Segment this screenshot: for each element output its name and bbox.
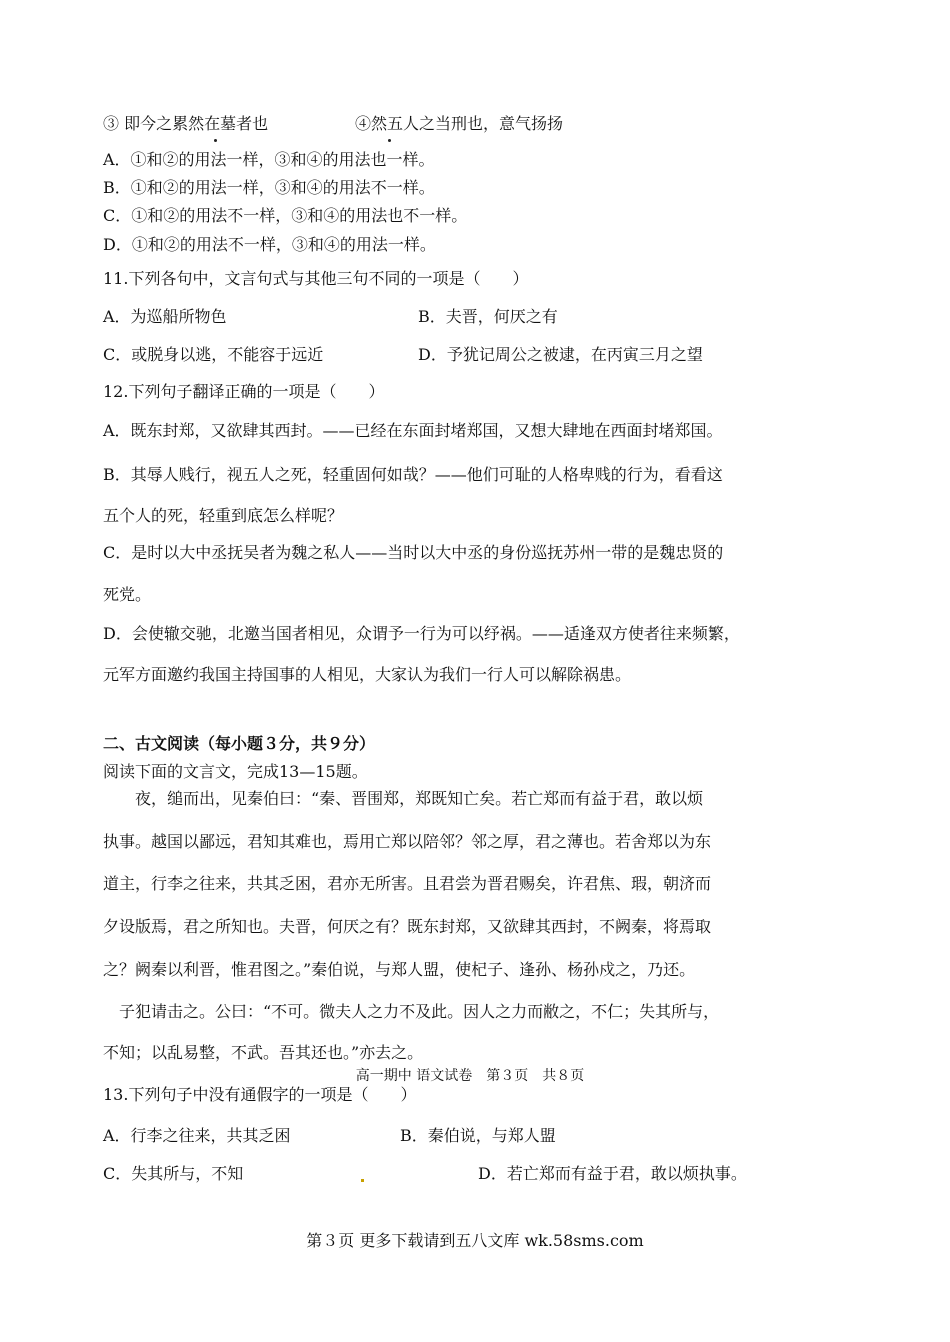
page-number-footer: 高一期中 语文试卷 第３页 共８页 [355,1068,585,1084]
q10-option-d: D．①和②的用法不一样，③和④的用法一样。 [103,235,436,254]
q13-option-b: B．秦伯说，与郑人盟 [400,1126,556,1145]
download-footer: 第３页 更多下载请到五八文库 wk.58sms.com [306,1231,644,1250]
q10-option-c: C．①和②的用法不一样，③和④的用法也不一样。 [103,206,468,225]
q10-option-b: B．①和②的用法一样，③和④的用法不一样。 [103,178,435,197]
section-heading: 二、古文阅读（每小题３分，共９分） [103,734,376,753]
q13-stem: 13.下列句子中没有通假字的一项是（ ） [103,1085,417,1104]
passage-line: 之？阙秦以利晋，惟君图之。”秦伯说，与郑人盟，使杞子、逢孙、杨孙戍之，乃还。 [103,960,696,979]
q10-item3: ③ 即今之累然在墓者也 [103,114,269,133]
q12-option-c-line2: 死党。 [103,585,152,604]
section-instruction: 阅读下面的文言文，完成13—15题。 [103,762,368,781]
passage-line: 不知；以乱易整，不武。吾其还也。”亦去之。 [103,1043,424,1062]
q10-item4: ④然五人之当刑也，意气扬扬 [355,114,564,133]
passage-line: 道主，行李之往来，共其乏困，君亦无所害。且君尝为晋君赐矣，许君焦、瑕，朝济而 [103,874,712,893]
passage-line: 夜，缒而出，见秦伯曰：“秦、晋围郑，郑既知亡矣。若亡郑而有益于君，敢以烦 [103,789,704,808]
q12-option-b-line2: 五个人的死，轻重到底怎么样呢？ [103,506,344,525]
q11-stem: 11.下列各句中，文言句式与其他三句不同的一项是（ ） [103,269,529,288]
q12-stem: 12.下列句子翻译正确的一项是（ ） [103,382,385,401]
q11-option-b: B．夫晋，何厌之有 [418,307,558,326]
q11-option-c: C．或脱身以逃，不能容于远近 [103,345,324,364]
emphasis-dot [388,139,391,142]
q13-option-d: D．若亡郑而有益于君，敢以烦执事。 [478,1164,747,1183]
passage-line: 执事。越国以鄙远，君知其难也，焉用亡郑以陪邻？邻之厚，君之薄也。若舍郑以为东 [103,832,712,851]
q12-option-c-line1: C．是时以大中丞抚吴者为魏之私人——当时以大中丞的身份巡抚苏州一带的是魏忠贤的 [103,543,724,562]
q13-option-c: C．失其所与，不知 [103,1164,244,1183]
q12-option-a: A．既东封郑，又欲肆其西封。——已经在东面封堵郑国，又想大肆地在西面封堵郑国。 [103,421,723,440]
passage-line: 子犯请击之。公曰：“不可。微夫人之力不及此。因人之力而敝之，不仁；失其所与， [103,1002,720,1021]
marker-dot [361,1179,364,1182]
q12-option-d-line2: 元军方面邀约我国主持国事的人相见，大家认为我们一行人可以解除祸患。 [103,665,632,684]
q10-option-a: A．①和②的用法一样，③和④的用法也一样。 [103,150,435,169]
q11-option-d: D．予犹记周公之被逮，在丙寅三月之望 [418,345,703,364]
q12-option-b-line1: B．其辱人贱行，视五人之死，轻重固何如哉？——他们可耻的人格卑贱的行为，看看这 [103,465,723,484]
q11-option-a: A．为巡船所物色 [103,307,227,326]
q13-option-a: A．行李之往来，共其乏困 [103,1126,291,1145]
passage-line: 夕设版焉，君之所知也。夫晋，何厌之有？既东封郑，又欲肆其西封，不阙秦，将焉取 [103,917,712,936]
q12-option-d-line1: D．会使辙交驰，北邀当国者相见，众谓予一行为可以纾祸。——适逢双方使者往来频繁， [103,624,740,643]
emphasis-dot [214,139,217,142]
